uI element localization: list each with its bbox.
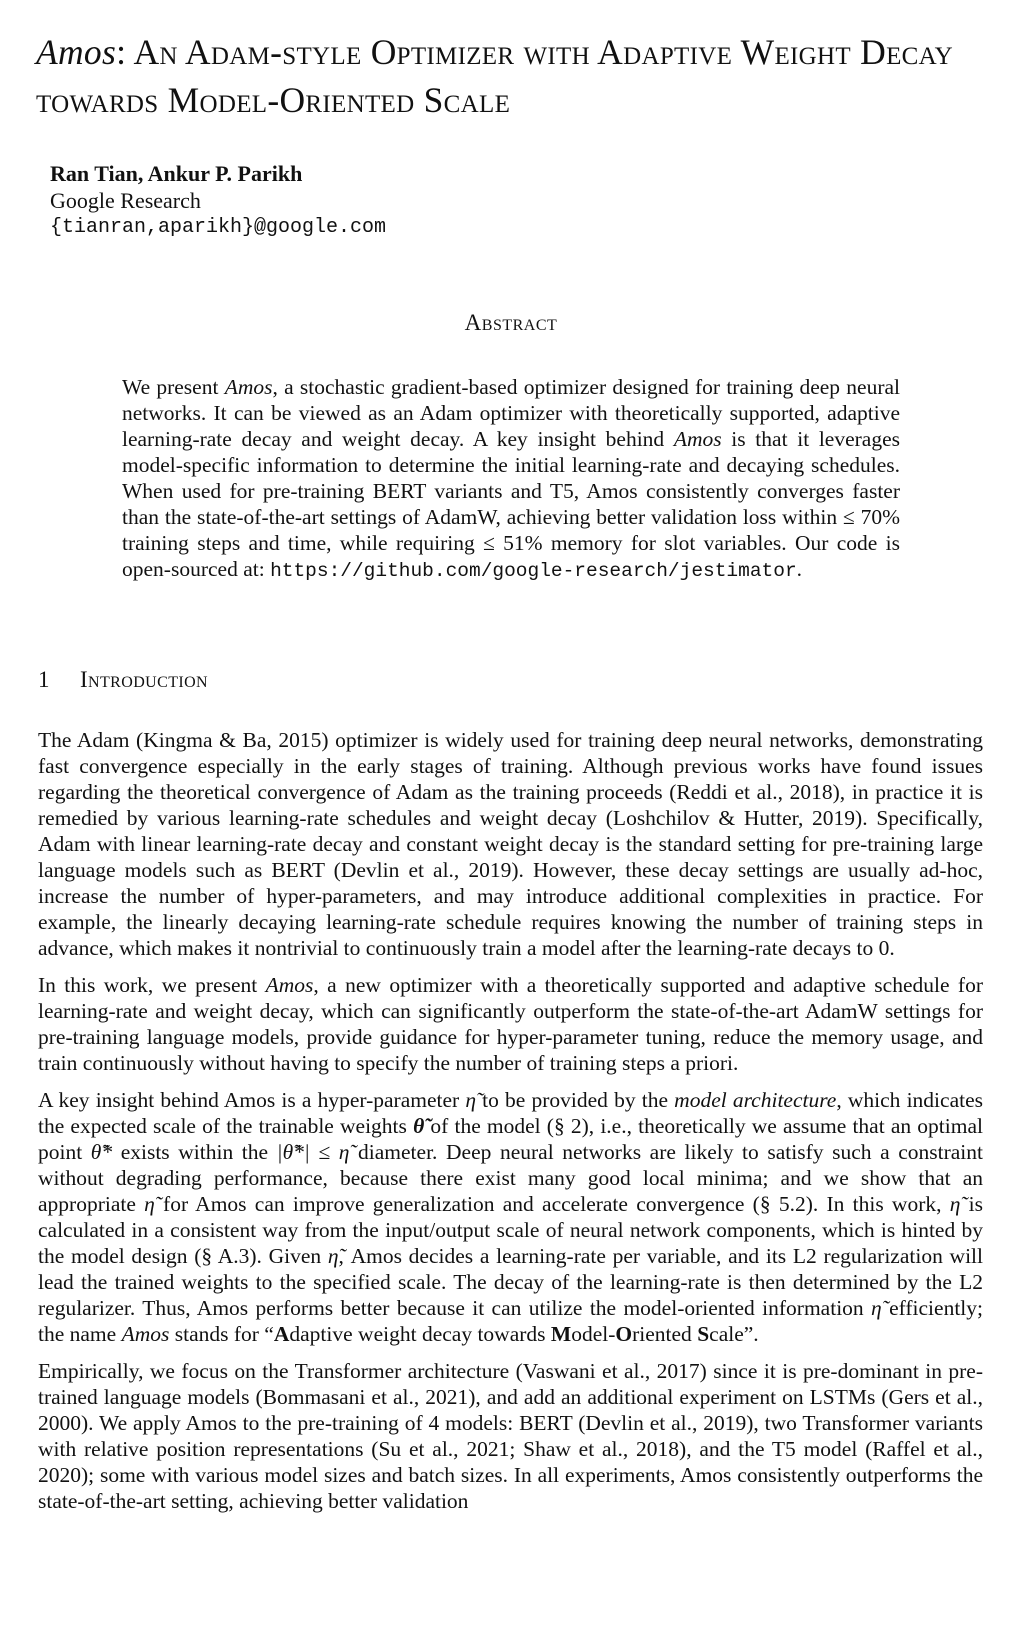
paper-title xyxy=(36,28,996,124)
section-title: Introduction xyxy=(80,667,209,692)
title-rest: : An Adam-style Optimizer with Adaptive Weight Decay towards Model-Oriented Scale xyxy=(36,32,954,120)
abstract-part: . xyxy=(796,557,803,581)
abstract-amos: Amos xyxy=(673,427,722,451)
acronym-letter: S xyxy=(697,1322,710,1346)
norm-expression: |θ̃*| ≤ η̃ xyxy=(276,1140,350,1164)
affiliation: Google Research xyxy=(50,188,201,213)
para-amos: Amos xyxy=(121,1322,170,1346)
acronym-letter: M xyxy=(550,1322,572,1346)
theta-star-symbol: θ̃* xyxy=(90,1140,113,1164)
abstract-heading: Abstract xyxy=(464,310,558,335)
intro-paragraph-2 xyxy=(38,972,983,1076)
para-part: of the model (§ 2), i.e., theoretically we assume that an optimal point xyxy=(38,1114,983,1164)
abstract-part: , a stochastic gradient-based optimizer designed for training deep neural networks. It can be viewed as an Adam optimizer with theoretically supported, adaptive learning-rate decay and weight decay. A key insight behind xyxy=(122,375,900,451)
abstract-amos: Amos xyxy=(224,375,273,399)
abstract-part: is that it leverages model-specific information to determine the initial learning-rate and decaying schedules. When used for pre-training BERT variants and T5, Amos consistently converges faster than the state-of-the-art settings of AdamW, achieving better validation loss within ≤ 70% training steps and time, while requiring ≤ 51% memory for slot variables. Our code is open-sourced at: xyxy=(122,427,900,581)
para-part: stands for “ xyxy=(169,1322,274,1346)
para-part: daptive weight decay towards xyxy=(289,1322,551,1346)
intro-paragraph-1: The Adam (Kingma & Ba, 2015) optimizer is widely used for training deep neural networks, demonstrating fast convergence especially in the early stages of training. Although previous works have found issues regarding the theoretical convergence of Adam as the training proceeds (Reddi et al., 2018), in practice it is remedied by various learning-rate schedules and weight decay (Loshchilov & Hutter, 2019). Specifically, Adam with linear learning-rate decay and constant weight decay is the standard setting for pre-training large language models such as BERT (Devlin et al., 2019). However, these decay settings are usually ad-hoc, increase the number of hyper-parameters, and may introduce additional complexities in practice. For example, the linearly decaying learning-rate schedule requires knowing the number of training steps in advance, which makes it nontrivial to continuously train a model after the learning-rate decays to 0. xyxy=(38,728,983,960)
para-part: for Amos can improve generalization and accelerate convergence (§ 5.2). In this work, xyxy=(154,1192,950,1216)
para-amos: Amos xyxy=(265,973,314,997)
para-part: is calculated in a consistent way from the input/output scale of neural network components, which is hinted by the model design (§ A.3). Given xyxy=(38,1192,983,1268)
para-part: , Amos decides a learning-rate per variable, and its L2 regularization will lead the trained weights to the specified scale. The decay of the learning-rate is then determined by the L2 regularizer. Thus, Amos performs better because it can utilize the model-oriented information xyxy=(38,1244,983,1320)
eta-symbol: η̃ xyxy=(327,1244,339,1268)
para-part: , which indicates the expected scale of the trainable weights xyxy=(38,1088,983,1138)
para-part: diameter. Deep neural networks are likely to satisfy such a constraint without degrading performance, because there exist many good local minima; and we show that an appropriate xyxy=(38,1140,983,1216)
eta-symbol: η̃ xyxy=(144,1192,155,1216)
para-part: In this work, we present xyxy=(38,973,266,997)
title-amos: Amos xyxy=(36,32,117,72)
acronym-letter: O xyxy=(615,1322,633,1346)
section-number: 1 xyxy=(38,667,50,692)
theta-symbol: θ̃ xyxy=(413,1114,425,1138)
author-block xyxy=(50,160,386,241)
para-part: odel- xyxy=(571,1322,616,1346)
abstract-text xyxy=(122,374,900,584)
code-url-link[interactable]: https://github.com/google-research/jestimator xyxy=(270,560,797,582)
eta-symbol: η̃ xyxy=(871,1296,882,1320)
para-part: to be provided by the xyxy=(476,1088,675,1112)
author-email: {tianran,aparikh}@google.com xyxy=(50,216,387,239)
para-part: cale”. xyxy=(709,1322,759,1346)
acronym-letter: A xyxy=(273,1322,290,1346)
para-part: riented xyxy=(632,1322,698,1346)
para-part: efficiently; the name xyxy=(38,1296,983,1346)
intro-paragraph-3 xyxy=(38,1087,983,1347)
section-heading xyxy=(38,667,208,693)
para-part: , a new optimizer with a theoretically supported and adaptive schedule for learning-rate and weight decay, which can significantly outperform the state-of-the-art AdamW settings for pre-training language models, provide guidance for hyper-parameter tuning, reduce the memory usage, and train continuously without having to specify the number of training steps a priori. xyxy=(38,973,983,1075)
abstract-part: We present xyxy=(122,375,225,399)
para-part: A key insight behind Amos is a hyper-parameter xyxy=(38,1088,466,1112)
para-emph: model architecture xyxy=(674,1088,837,1112)
introduction-body xyxy=(38,727,983,1514)
intro-paragraph-4: Empirically, we focus on the Transformer architecture (Vaswani et al., 2017) since it is pre-dominant in pre-trained language models (Bommasani et al., 2021), and add an additional experiment on LSTMs (Gers et al., 2000). We apply Amos to the pre-training of 4 models: BERT (Devlin et al., 2019), two Transformer variants with relative position representations (Su et al., 2021; Shaw et al., 2018), and the T5 model (Raffel et al., 2020); some with various model sizes and batch sizes. In all experiments, Amos consistently outperforms the state-of-the-art setting, achieving better validation xyxy=(38,1359,983,1513)
para-part: exists within the xyxy=(112,1140,277,1164)
author-names: Ran Tian, Ankur P. Parikh xyxy=(50,161,303,186)
eta-symbol: η̃ xyxy=(949,1192,961,1216)
eta-symbol: η̃ xyxy=(465,1088,477,1112)
